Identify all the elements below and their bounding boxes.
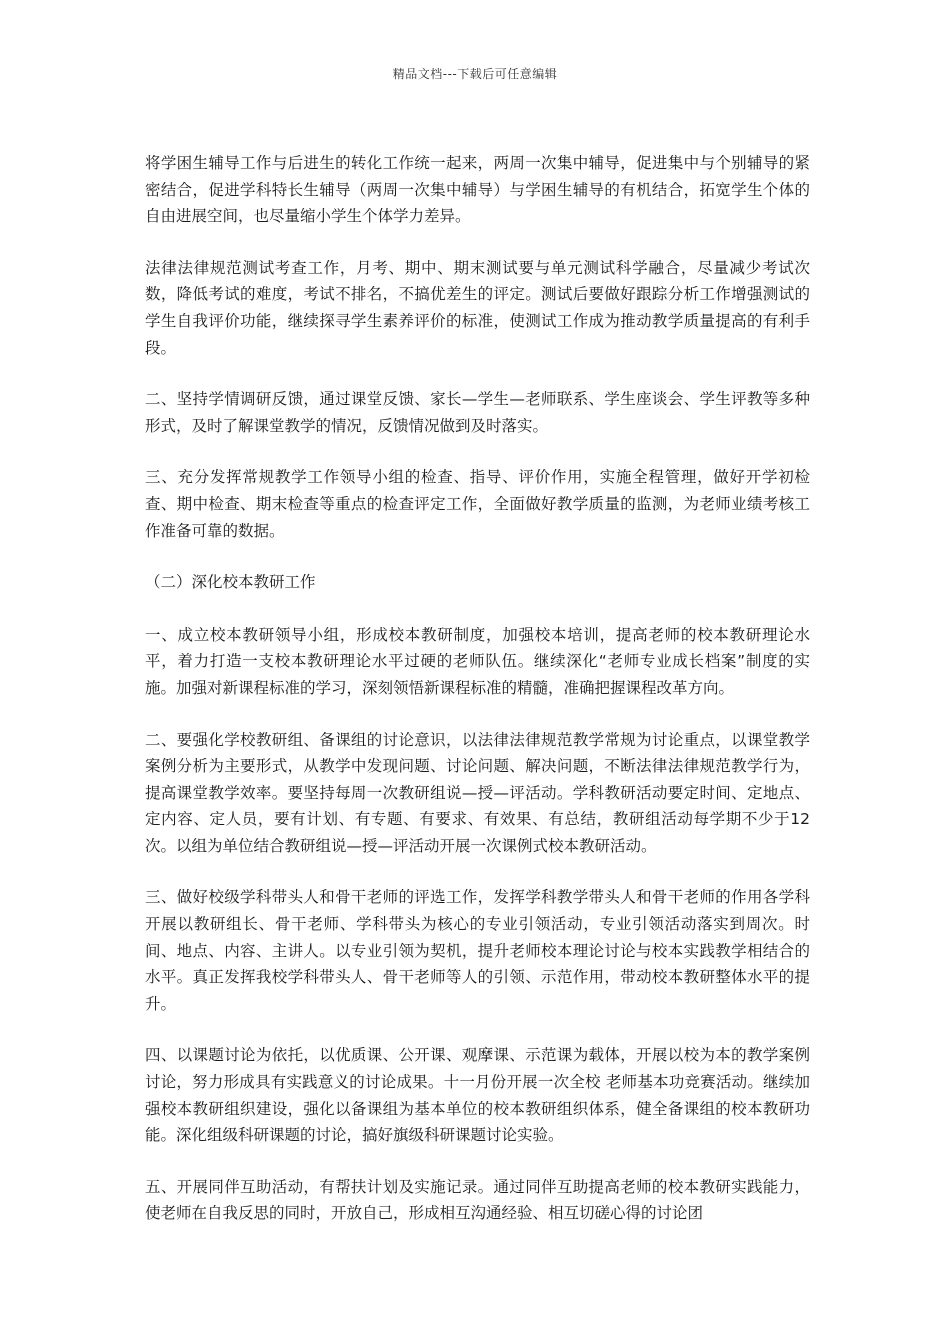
paragraph-leadership-group: 一、成立校本教研领导小组，形成校本教研制度，加强校本培训，提高老师的校本教研理论水平，着力打造一支校本教研理论水平过硬的老师队伍。继续深化“老师专业成长档案”制度的实施。加强对新课程标准的学习，深刻领悟新课程标准的精髓，准确把握课程改革方向。 (145, 625, 810, 697)
paragraph-subject-leaders: 三、做好校级学科带头人和骨干老师的评选工作，发挥学科教学带头人和骨干老师的作用各学科开展以教研组长、骨干老师、学科带头为核心的专业引领活动，专业引领活动落实到周次。时间、地点、内容、主讲人。以专业引领为契机，提升老师校本理论讨论与校本实践教学相结合的水平。真正发挥我校学科带头人、骨干老师等人的引领、示范作用，带动校本教研整体水平的提升。 (145, 888, 810, 1013)
paragraph-tutoring: 将学困生辅导工作与后进生的转化工作统一起来，两周一次集中辅导，促进集中与个别辅导的紧密结合，促进学科特长生辅导（两周一次集中辅导）与学困生辅导的有机结合，拓宽学生个体的自由进展空间，也尽量缩小学生个体学力差异。 (145, 154, 810, 226)
document-body (145, 150, 810, 1252)
paragraph-research-topics: 四、以课题讨论为依托，以优质课、公开课、观摩课、示范课为载体，开展以校为本的教学案例讨论，努力形成具有实践意义的讨论成果。十一月份开展一次全校 老师基本功竞赛活动。继续加强校本教研组织建设，强化以备课组为基本单位的校本教研组织体系，健全备课组的校本教研功能。深化组级科研课题的讨论，搞好旗级科研课题讨论实验。 (145, 1046, 810, 1145)
paragraph-feedback: 二、坚持学情调研反馈，通过课堂反馈、家长—学生—老师联系、学生座谈会、学生评教等多种形式，及时了解课堂教学的情况，反馈情况做到及时落实。 (145, 390, 810, 435)
paragraph-testing: 法律法律规范测试考查工作，月考、期中、期末测试要与单元测试科学融合，尽量减少考试次数，降低考试的难度，考试不排名，不搞优差生的评定。测试后要做好跟踪分析工作增强测试的学生自我评价功能，继续探寻学生素养评价的标准，使测试工作成为推动教学质量提高的有利手段。 (145, 258, 810, 357)
paragraph-peer-support: 五、开展同伴互助活动，有帮扶计划及实施记录。通过同伴互助提高老师的校本教研实践能力，使老师在自我反思的同时，开放自己，形成相互沟通经验、相互切磋心得的讨论团 (145, 1177, 810, 1223)
paragraph-inspection: 三、充分发挥常规教学工作领导小组的检查、指导、评价作用，实施全程管理，做好开学初检查、期中检查、期末检查等重点的检查评定工作，全面做好教学质量的监测，为老师业绩考核工作准备可靠的数据。 (145, 468, 810, 540)
section-heading: （二）深化校本教研工作 (145, 573, 316, 592)
page-header: 精品文档---下载后可任意编辑 (392, 67, 558, 81)
paragraph-teaching-research: 二、要强化学校教研组、备课组的讨论意识，以法律法律规范教学常规为讨论重点，以课堂教学案例分析为主要形式，从教学中发现问题、讨论问题、解决问题，不断法律法律规范教学行为，提高课堂教学效率。要坚持每周一次教研组说—授—评活动。学科教研活动要定时间、定地点、定内容、定人员，要有计划、有专题、有要求、有效果、有总结，教研组活动每学期不少于12次。以组为单位结合教研组说—授—评活动开展一次课例式校本教研活动。 (145, 730, 810, 855)
